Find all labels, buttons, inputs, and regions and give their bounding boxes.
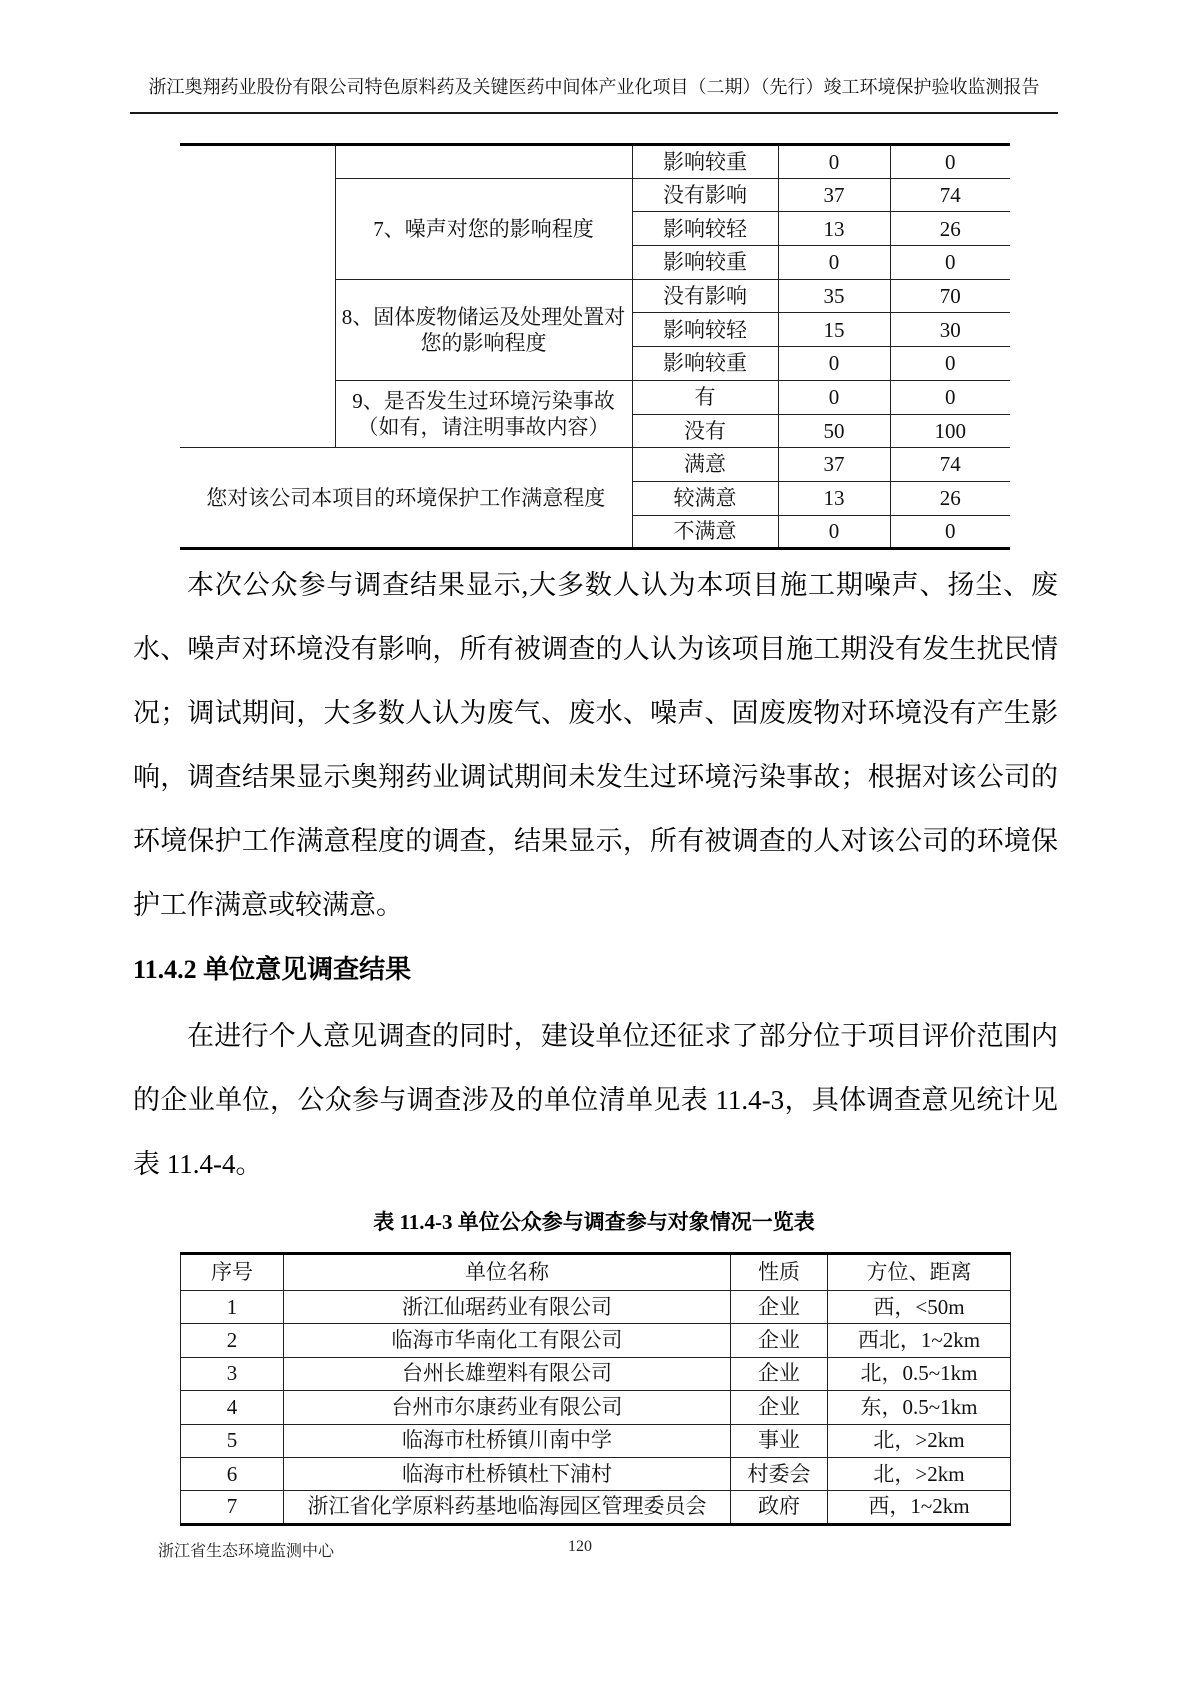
unit-name: 临海市杜桥镇川南中学 — [284, 1424, 731, 1457]
survey-count: 37 — [778, 178, 890, 212]
unit-index: 3 — [181, 1357, 284, 1390]
table-row — [181, 1424, 1011, 1457]
unit-name: 临海市华南化工有限公司 — [284, 1324, 731, 1357]
unit-distance: 西，<50m — [828, 1291, 1011, 1324]
survey-option: 没有 — [632, 414, 778, 448]
unit-survey-table — [180, 1252, 1011, 1526]
survey-percent: 74 — [890, 178, 1010, 212]
unit-name: 临海市杜桥镇杜下浦村 — [284, 1457, 731, 1490]
survey-count: 13 — [778, 212, 890, 246]
survey-percent: 26 — [890, 212, 1010, 246]
unit-index: 6 — [181, 1457, 284, 1490]
survey-percent: 0 — [890, 380, 1010, 414]
survey-question-cell: 9、是否发生过环境污染事故（如有，请注明事故内容） — [335, 380, 632, 447]
survey-count: 13 — [778, 481, 890, 515]
survey-percent: 70 — [890, 279, 1010, 313]
table-row — [181, 1457, 1011, 1490]
survey-count: 0 — [778, 246, 890, 280]
survey-option: 较满意 — [632, 481, 778, 515]
unit-distance: 北，>2km — [828, 1424, 1011, 1457]
units-col-header-name: 单位名称 — [284, 1254, 731, 1291]
survey-count: 0 — [778, 380, 890, 414]
unit-name: 浙江省化学原料药基地临海园区管理委员会 — [284, 1491, 731, 1524]
survey-count: 0 — [778, 515, 890, 549]
table-row — [180, 448, 1010, 482]
unit-type: 企业 — [731, 1391, 828, 1424]
survey-option: 满意 — [632, 448, 778, 482]
survey-count: 50 — [778, 414, 890, 448]
survey-option: 影响较重 — [632, 347, 778, 381]
unit-type: 村委会 — [731, 1457, 828, 1490]
survey-count: 37 — [778, 448, 890, 482]
survey-option: 影响较重 — [632, 246, 778, 280]
unit-name: 浙江仙琚药业有限公司 — [284, 1291, 731, 1324]
unit-distance: 西，1~2km — [828, 1491, 1011, 1524]
page-number: 120 — [568, 1538, 592, 1555]
table-header-row — [181, 1254, 1011, 1291]
units-col-header-type: 性质 — [731, 1254, 828, 1291]
survey-percent: 100 — [890, 414, 1010, 448]
table-row — [180, 145, 1010, 179]
unit-distance: 北，>2km — [828, 1457, 1011, 1490]
survey-option: 影响较轻 — [632, 313, 778, 347]
unit-index: 4 — [181, 1391, 284, 1424]
unit-distance: 西北，1~2km — [828, 1324, 1011, 1357]
survey-option: 有 — [632, 380, 778, 414]
survey-percent: 0 — [890, 347, 1010, 381]
unit-type: 企业 — [731, 1291, 828, 1324]
table-row — [181, 1291, 1011, 1324]
survey-option: 没有影响 — [632, 178, 778, 212]
header-title: 浙江奥翔药业股份有限公司特色原料药及关键医药中间体产业化项目（二期）（先行）竣工环境保护验收监测报告 — [148, 77, 1040, 97]
paragraph-survey-conclusion: 本次公众参与调查结果显示,大多数人认为本项目施工期噪声、扬尘、废水、噪声对环境没有影响，所有被调查的人认为该项目施工期没有发生扰民情况；调试期间，大多数人认为废气、废水、噪声、固废废物对环境没有产生影响，调查结果显示奥翔药业调试期间未发生过环境污染事故；根据对该公司的环境保护工作满意程度的调查，结果显示，所有被调查的人对该公司的环境保护工作满意或较满意。 — [133, 570, 1058, 920]
unit-type: 事业 — [731, 1424, 828, 1457]
survey-question-cell: 8、固体废物储运及处理处置对您的影响程度 — [335, 279, 632, 380]
unit-type: 政府 — [731, 1491, 828, 1524]
unit-type: 企业 — [731, 1324, 828, 1357]
page-header — [130, 74, 1058, 114]
unit-type: 企业 — [731, 1357, 828, 1390]
footer-organization: 浙江省生态环境监测中心 — [158, 1543, 335, 1560]
survey-count: 0 — [778, 347, 890, 381]
survey-count: 15 — [778, 313, 890, 347]
survey-option: 不满意 — [632, 515, 778, 549]
unit-index: 7 — [181, 1491, 284, 1524]
survey-question-cell — [335, 145, 632, 179]
survey-option: 没有影响 — [632, 279, 778, 313]
survey-percent: 0 — [890, 246, 1010, 280]
survey-percent: 74 — [890, 448, 1010, 482]
survey-percent: 0 — [890, 515, 1010, 549]
table-row — [181, 1391, 1011, 1424]
unit-index: 2 — [181, 1324, 284, 1357]
survey-option: 影响较轻 — [632, 212, 778, 246]
unit-distance: 北，0.5~1km — [828, 1357, 1011, 1390]
table-row — [181, 1357, 1011, 1390]
unit-index: 5 — [181, 1424, 284, 1457]
survey-percent: 0 — [890, 145, 1010, 179]
survey-percent: 26 — [890, 481, 1010, 515]
unit-name: 台州长雄塑料有限公司 — [284, 1357, 731, 1390]
unit-name: 台州市尔康药业有限公司 — [284, 1391, 731, 1424]
survey-results-table — [180, 143, 1010, 550]
unit-index: 1 — [181, 1291, 284, 1324]
paragraph-unit-survey-intro: 在进行个人意见调查的同时，建设单位还征求了部分位于项目评价范围内的企业单位，公众参与调查涉及的单位清单见表 11.4-3，具体调查意见统计见表 11.4-4。 — [133, 1021, 1058, 1179]
survey-count: 0 — [778, 145, 890, 179]
survey-count: 35 — [778, 279, 890, 313]
unit-distance: 东，0.5~1km — [828, 1391, 1011, 1424]
survey-satisfaction-cell: 您对该公司本项目的环境保护工作满意程度 — [180, 448, 632, 549]
survey-question-cell: 7、噪声对您的影响程度 — [335, 178, 632, 279]
table-caption: 表 11.4-3 单位公众参与调查参与对象情况一览表 — [373, 1210, 815, 1234]
units-col-header-distance: 方位、距离 — [828, 1254, 1011, 1291]
survey-percent: 30 — [890, 313, 1010, 347]
survey-option: 影响较重 — [632, 145, 778, 179]
table-row — [181, 1324, 1011, 1357]
table-row — [181, 1491, 1011, 1524]
survey-left-merged-cell — [180, 145, 335, 448]
section-heading: 11.4.2 单位意见调查结果 — [133, 955, 412, 984]
units-col-header-index: 序号 — [181, 1254, 284, 1291]
